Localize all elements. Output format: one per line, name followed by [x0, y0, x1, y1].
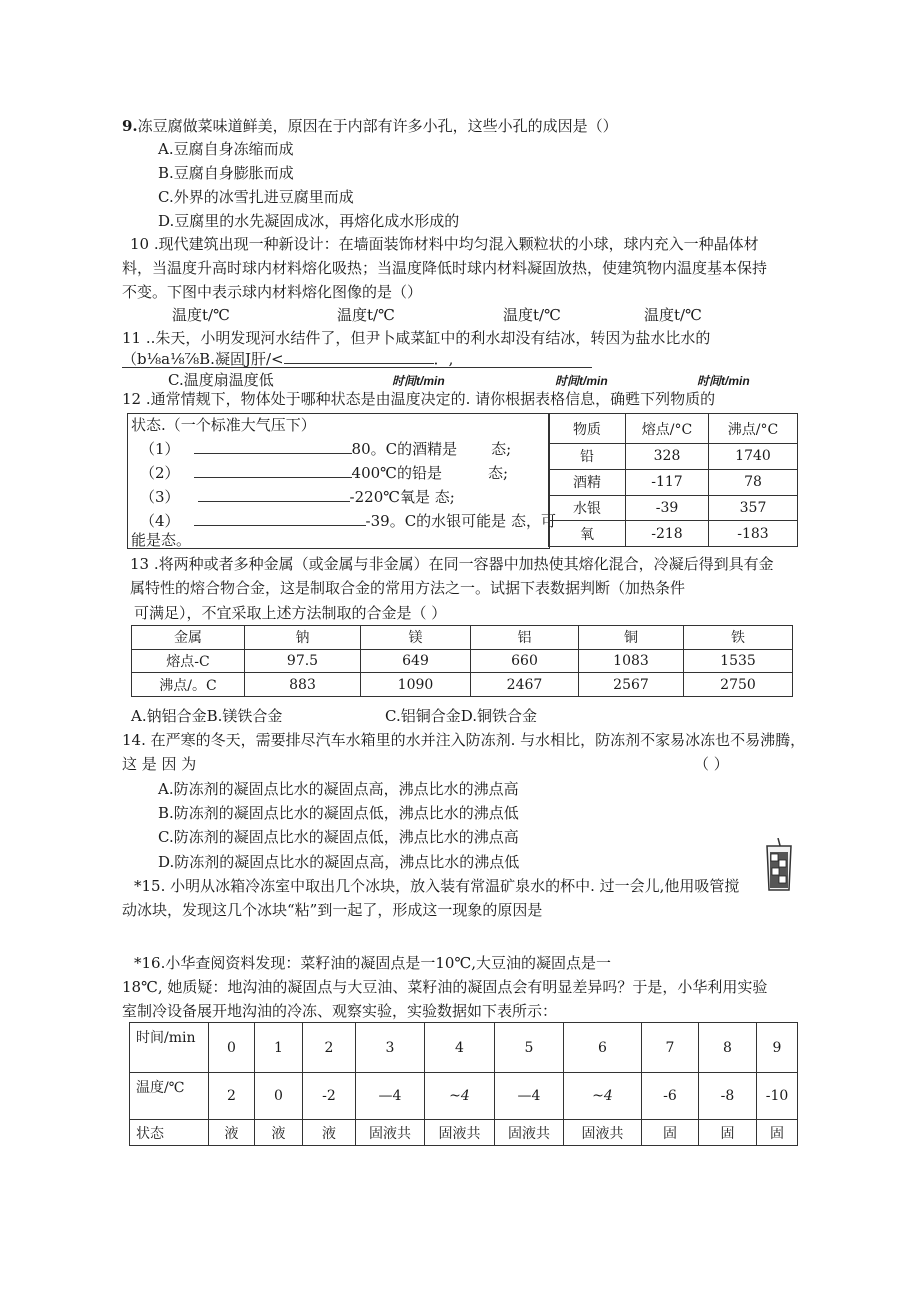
- q12-item-1: [140, 439, 511, 459]
- table-cell: -117: [626, 469, 709, 495]
- q9-option-c: C.外界的冰雪扎进豆腐里而成: [158, 188, 354, 206]
- q14-option-b: B.防冻剂的凝固点比水的凝固点低，沸点比水的沸点低: [158, 804, 519, 822]
- q10-line-3: 不变。下图中表示球内材料熔化图像的是（）: [122, 283, 423, 301]
- table-cell: -218: [626, 521, 709, 547]
- table-cell: -8: [699, 1073, 757, 1120]
- q10-axis-x-b: 时间t/min: [555, 374, 608, 388]
- q13-options-left: A.钠铝合金B.镁铁合金: [131, 707, 283, 725]
- q9-option-a: A.豆腐自身冻缩而成: [158, 140, 294, 158]
- table-cell: -10: [757, 1073, 798, 1120]
- q11-option-c: C.温度扇温度低: [168, 371, 274, 389]
- table-header-cell: 温度/℃: [130, 1073, 209, 1120]
- q11-answer-blank: [284, 349, 434, 364]
- table-header-row: [132, 626, 793, 650]
- table-row: [549, 469, 798, 495]
- table-header-cell: 物质: [549, 414, 626, 444]
- table-cell: 7: [642, 1023, 699, 1073]
- q13-line-3: 可满足），不宜采取上述方法制取的合金是（ ）: [134, 604, 447, 622]
- q10-axis-y-a: 温度t/℃: [172, 306, 230, 324]
- table-header-cell: 钠: [245, 626, 361, 650]
- q11-line-2-text: （b⅛a⅛⅞B.凝固J肝/<: [122, 350, 284, 368]
- q12-item-1-tail: 态;: [491, 440, 512, 458]
- q11-line-2: [122, 349, 453, 369]
- table-cell: 固: [699, 1120, 757, 1146]
- table-cell: 2: [209, 1073, 255, 1120]
- table-cell: 660: [471, 649, 579, 673]
- table-cell: 1: [255, 1023, 303, 1073]
- q10-axis-y-b: 温度t/℃: [337, 306, 395, 324]
- q13-line-1: 13 .将两种或者多种金属（或金属与非金属）在同一容器中加热使其熔化混合，冷凝后得到具有金: [130, 555, 774, 573]
- table-header-cell: 熔点/°C: [626, 414, 709, 444]
- table-cell: -6: [642, 1073, 699, 1120]
- table-cell: -183: [709, 521, 798, 547]
- q12-last-line: 能是态。: [131, 531, 192, 549]
- table-cell: 9: [757, 1023, 798, 1073]
- q12-item-4-blank: [194, 511, 366, 526]
- q10-line-1: 10 .现代建筑出现一种新设计：在墙面装饰材料中均匀混入颗粒状的小球，球内充入一种晶体材: [130, 235, 759, 253]
- q12-stem: 12 .通常情觌下，物体处于哪种状态是由温度决定的. 请你根据表格信息，确甦下列物质的: [122, 390, 716, 408]
- table-cell: -39: [626, 495, 709, 521]
- table-header-cell: 时间/min: [130, 1023, 209, 1073]
- table-cell: 8: [699, 1023, 757, 1073]
- table-cell: 铅: [549, 444, 626, 470]
- table-cell: 0: [209, 1023, 255, 1073]
- q10-axis-x-c: 时间t/min: [697, 374, 750, 388]
- table-header-cell: 铁: [684, 626, 793, 650]
- q9-option-d: D.豆腐里的水先凝固成冰，再熔化成水形成的: [158, 212, 460, 230]
- table-cell: —4: [495, 1073, 564, 1120]
- table-cell: 氧: [549, 521, 626, 547]
- q11-line-1: 11 ..朱天，小明发现河水结件了，但尹卜咸菜缸中的利水却没有结冰，转因为盐水比水的: [122, 329, 711, 347]
- table-cell: 97.5: [245, 649, 361, 673]
- table-cell: 78: [709, 469, 798, 495]
- table-cell: 2: [303, 1023, 356, 1073]
- table-cell: ~4: [425, 1073, 495, 1120]
- q12-item-1-blank: [194, 439, 352, 454]
- table-cell: -2: [303, 1073, 356, 1120]
- table-cell: 2567: [579, 673, 684, 697]
- q16-line-3: 室制冷设备展开地沟油的冷冻、观察实验，实验数据如下表所示：: [122, 1002, 558, 1020]
- cup-with-ice-icon: [764, 838, 794, 892]
- q14-option-a: A.防冻剂的凝固点比水的凝固点高，沸点比水的沸点高: [158, 780, 519, 798]
- table-header-cell: 镁: [361, 626, 471, 650]
- table-cell: 3: [356, 1023, 425, 1073]
- table-row: [130, 1023, 798, 1073]
- q14-option-c: C.防冻剂的凝固点比水的凝固点低，沸点比水的沸点高: [158, 828, 519, 846]
- q12-item-4-num: （4）: [140, 512, 180, 530]
- q13-line-2: 属特性的熔合物合金，这是制取合金的常用方法之一。试据下表数据判断（加热条件: [130, 579, 686, 597]
- table-cell: 4: [425, 1023, 495, 1073]
- q11-line-2-tail: ．,: [433, 350, 454, 368]
- q12-item-3-num: （3）: [140, 488, 180, 506]
- table-cell: 357: [709, 495, 798, 521]
- q12-item-2-blank: [194, 463, 352, 478]
- table-cell: 液: [255, 1120, 303, 1146]
- q15-line-1: *15. 小明从冰箱冷冻室中取出几个冰块，放入装有常温矿泉水的杯中. 过一会儿,他用吸管搅: [134, 877, 740, 895]
- table-cell: 固液共: [564, 1120, 642, 1146]
- q10-line-2: 料，当温度升高时球内材料熔化吸热；当温度降低时球内材料凝固放热，使建筑物内温度基本保持: [122, 259, 768, 277]
- table-cell: 固液共: [495, 1120, 564, 1146]
- table-row: [130, 1073, 798, 1120]
- table-header-cell: 状态: [130, 1120, 209, 1146]
- table-cell: 5: [495, 1023, 564, 1073]
- table-cell: 6: [564, 1023, 642, 1073]
- table-row: [549, 521, 798, 547]
- q12-item-4: [140, 511, 556, 531]
- table-header-row: [549, 414, 798, 444]
- table-cell: 液: [303, 1120, 356, 1146]
- q10-axis-y-c: 温度t/℃: [503, 306, 561, 324]
- q9-stem: [122, 116, 618, 136]
- table-cell: 1083: [579, 649, 684, 673]
- q14-option-d: D.防冻剂的凝固点比水的凝固点高，沸点比水的沸点低: [158, 853, 520, 871]
- table-cell: 1535: [684, 649, 793, 673]
- table-row: [132, 649, 793, 673]
- table-row: [130, 1120, 798, 1146]
- q12-item-1-text: 80。C的酒精是: [351, 440, 458, 458]
- table-cell: 328: [626, 444, 709, 470]
- q12-item-2: [140, 463, 508, 483]
- q12-item-3-blank: [198, 487, 350, 502]
- table-cell: 1090: [361, 673, 471, 697]
- q14-line-1: 14. 在严寒的冬天，需要排尽汽车水箱里的水并注入防冻剂. 与水相比，防冻剂不家易冰冻也不易沸腾，: [122, 731, 806, 749]
- q15-line-2: 动冰块，发现这几个冰块“粘”到一起了，形成这一现象的原因是: [122, 901, 543, 919]
- table-cell: 0: [255, 1073, 303, 1120]
- q10-axis-x-a: 时间t/min: [392, 374, 445, 388]
- table-cell: 2467: [471, 673, 579, 697]
- q12-item-2-tail: 态;: [487, 464, 509, 482]
- table-cell: 固液共: [356, 1120, 425, 1146]
- table-header-cell: 沸点/°C: [709, 414, 798, 444]
- table-row: [132, 673, 793, 697]
- q12-item-2-text: 400℃的铅是: [351, 464, 442, 482]
- q13-options-right: C.铝铜合金D.铜铁合金: [385, 707, 537, 725]
- q12-item-4-text: -39。C的水银可能是 态，可: [365, 512, 556, 530]
- q9-stem-text: 冻豆腐做菜味道鲜美，原因在于内部有许多小孔，这些小孔的成因是（）: [137, 117, 618, 135]
- table-header-cell: 铜: [579, 626, 684, 650]
- table-cell: 熔点-C: [132, 649, 245, 673]
- table-cell: —4: [356, 1073, 425, 1120]
- table-cell: 固: [642, 1120, 699, 1146]
- table-cell: 1740: [709, 444, 798, 470]
- table-cell: 固液共: [425, 1120, 495, 1146]
- q12-item-3-text: -220℃氧是 态;: [349, 488, 455, 506]
- q14-answer-paren: （ ）: [694, 755, 729, 773]
- q16-data-table: [129, 1022, 798, 1146]
- table-cell: 液: [209, 1120, 255, 1146]
- table-cell: 水银: [549, 495, 626, 521]
- table-row: [549, 495, 798, 521]
- table-cell: ~4: [564, 1073, 642, 1120]
- q9-number: 9.: [122, 117, 138, 135]
- table-cell: 883: [245, 673, 361, 697]
- table-header-cell: 铝: [471, 626, 579, 650]
- table-header-cell: 金属: [132, 626, 245, 650]
- q16-line-1: *16.小华查阅资料发现：菜籽油的凝固点是一10℃,大豆油的凝固点是一: [134, 954, 611, 972]
- q16-line-2: 18℃, 她质疑：地沟油的凝固点与大豆油、菜籽油的凝固点会有明显差异吗？于是，小华利用实验: [122, 978, 768, 996]
- table-cell: 固: [757, 1120, 798, 1146]
- table-cell: 2750: [684, 673, 793, 697]
- q12-item-1-num: （1）: [140, 440, 180, 458]
- q13-metal-table: [131, 625, 793, 697]
- table-row: [549, 444, 798, 470]
- q9-option-b: B.豆腐自身膨胀而成: [158, 164, 294, 182]
- q12-substance-table: [548, 413, 798, 547]
- q14-line-2: 这 是 因 为: [122, 755, 197, 773]
- q11-underline: [122, 367, 592, 368]
- q12-box-title: 状态.（一个标准大气压下）: [131, 416, 316, 434]
- q12-item-2-num: （2）: [140, 464, 180, 482]
- table-cell: 沸点/。C: [132, 673, 245, 697]
- q12-item-3: [140, 487, 455, 507]
- table-cell: 649: [361, 649, 471, 673]
- table-cell: 酒精: [549, 469, 626, 495]
- q10-axis-y-d: 温度t/℃: [644, 306, 702, 324]
